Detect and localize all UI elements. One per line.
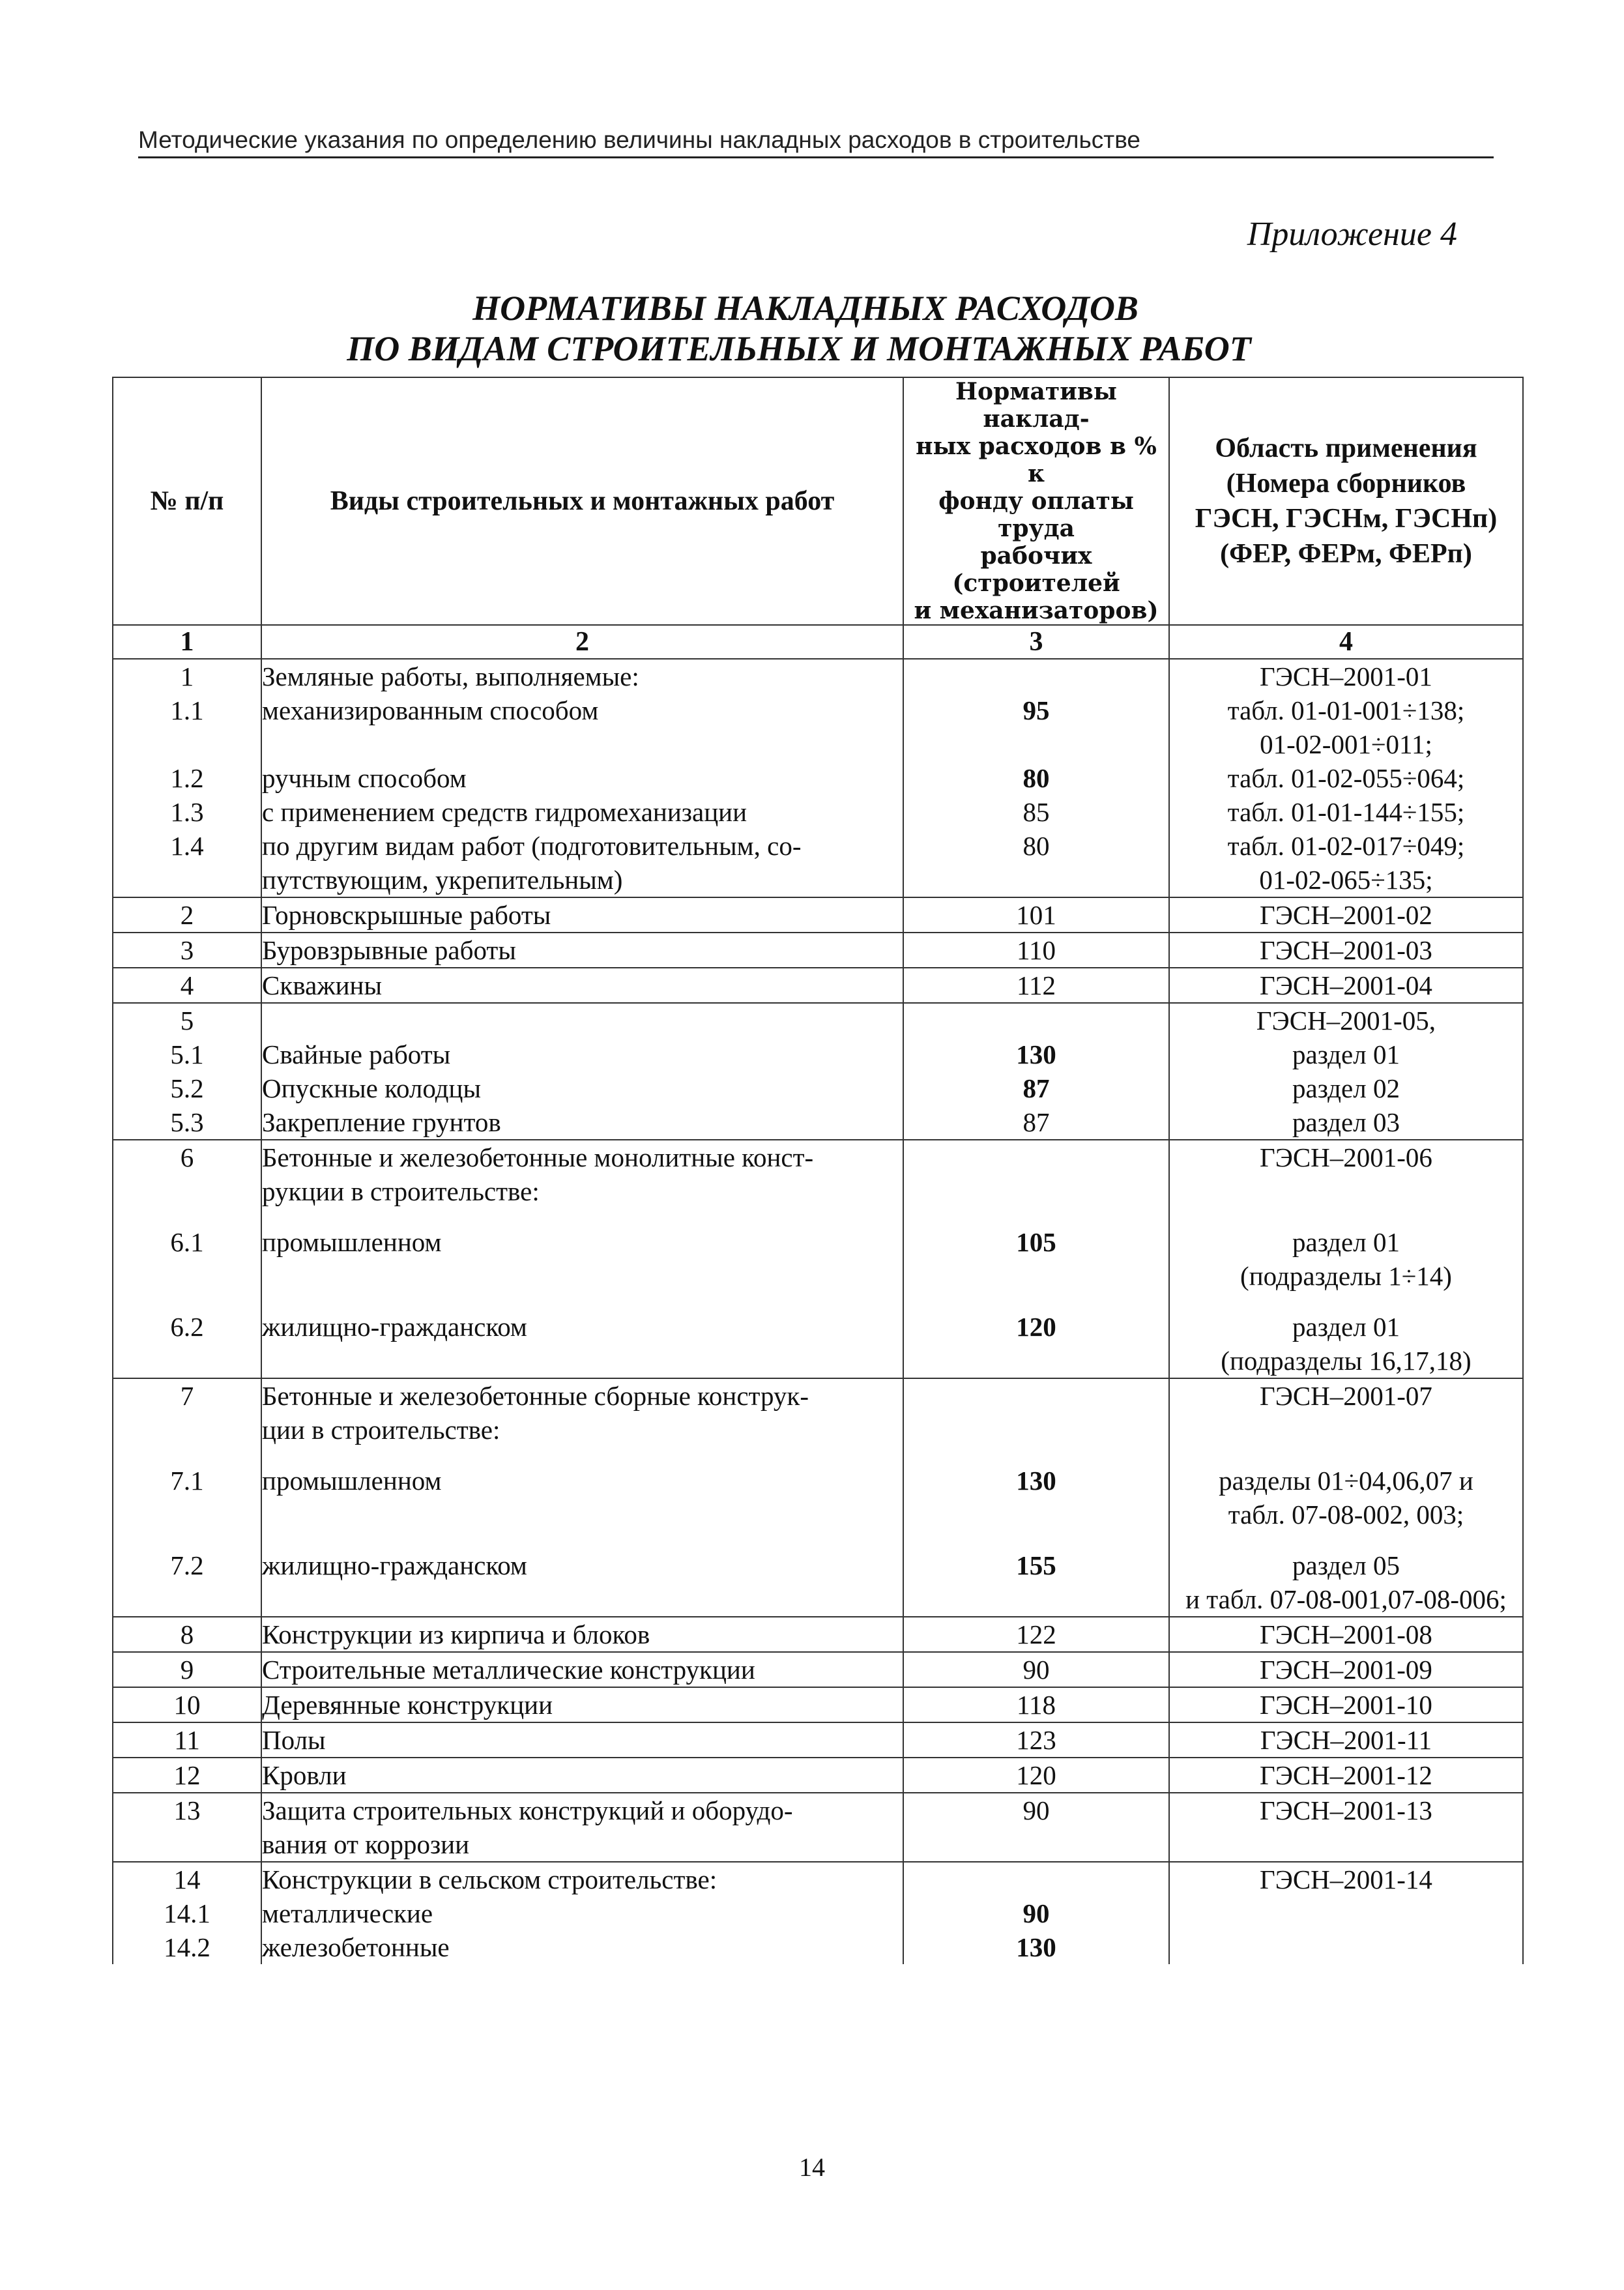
work-type: промышленном: [262, 1466, 442, 1496]
application-scope: [1170, 1413, 1522, 1447]
table-row: [113, 1793, 1523, 1862]
row-number: 10: [173, 1690, 201, 1720]
work-type: [262, 1004, 903, 1037]
row-number: [113, 1582, 261, 1616]
row-number: 9: [180, 1655, 194, 1685]
overhead-rate: [904, 1174, 1168, 1208]
row-number: 14.2: [164, 1932, 210, 1962]
overhead-rate: [904, 1582, 1168, 1616]
row-number-cell: [113, 1758, 261, 1793]
overhead-rate: [904, 1379, 1168, 1413]
application-scope: раздел 02: [1292, 1073, 1400, 1103]
work-type: по другим видам работ (подготовительным, со-: [262, 831, 802, 861]
row-number: 4: [180, 970, 194, 1000]
overhead-rate: 122: [1016, 1619, 1056, 1649]
application-scope-cell: [1169, 1003, 1523, 1140]
overhead-rate: [904, 863, 1168, 897]
work-type-cell: [261, 1652, 903, 1687]
application-scope: раздел 03: [1292, 1107, 1400, 1137]
overhead-rate: 120: [1016, 1760, 1056, 1790]
scope-header-line: ГЭСН, ГЭСНм, ГЭСНп): [1195, 504, 1498, 534]
work-type: [262, 1259, 903, 1293]
overhead-rate: [904, 1413, 1168, 1447]
application-scope: табл. 01-02-017÷049;: [1227, 831, 1465, 861]
table-row: [113, 1652, 1523, 1687]
application-scope: [1170, 1896, 1522, 1930]
overhead-rate: 123: [1016, 1725, 1056, 1755]
work-type: Скважины: [262, 970, 383, 1000]
row-number: 14: [173, 1864, 201, 1894]
table-row: [113, 933, 1523, 968]
work-type: Буровзрывные работы: [262, 935, 516, 965]
row-number: 7.1: [170, 1466, 204, 1496]
work-type: вания от коррозии: [262, 1829, 470, 1859]
table-body: [113, 659, 1523, 1964]
overhead-rate: 130: [1016, 1039, 1056, 1069]
appendix-label: Приложение 4: [1247, 216, 1457, 253]
overhead-rate-cell: [903, 1140, 1169, 1378]
overhead-rate: 90: [1022, 1655, 1050, 1685]
rate-header-line: и механизаторов): [914, 597, 1159, 624]
application-scope-cell: [1169, 1378, 1523, 1617]
work-type: Земляные работы, выполняемые:: [262, 661, 639, 691]
work-type-cell: [261, 933, 903, 968]
work-type: механизированным способом: [262, 695, 599, 725]
work-type: Строительные металлические конструкции: [262, 1655, 755, 1685]
row-number: [113, 1827, 261, 1861]
application-scope: ГЭСН–2001-03: [1260, 935, 1432, 965]
application-scope: ГЭСН–2001-14: [1260, 1864, 1432, 1894]
row-number: 2: [180, 900, 194, 930]
overhead-rate: 110: [1017, 935, 1056, 965]
overhead-rate-cell: [903, 1378, 1169, 1617]
application-scope-cell: [1169, 1652, 1523, 1687]
overhead-rate: 130: [1016, 1932, 1056, 1962]
work-type: Бетонные и железобетонные монолитные конст-: [262, 1142, 814, 1172]
application-scope: (подразделы 16,17,18): [1221, 1346, 1472, 1376]
application-scope-cell: [1169, 1617, 1523, 1652]
row-number: 1.1: [170, 695, 204, 725]
column-header-rate: [903, 377, 1169, 625]
work-type-cell: [261, 1722, 903, 1758]
overhead-rate: 80: [1022, 763, 1050, 793]
column-header-scope: [1169, 377, 1523, 625]
row-number: [113, 1498, 261, 1531]
row-number-cell: [113, 1003, 261, 1140]
work-type: железобетонные: [262, 1932, 450, 1962]
application-scope-cell: [1169, 1687, 1523, 1722]
overhead-rate: [904, 1827, 1168, 1861]
application-scope: ГЭСН–2001-13: [1260, 1795, 1432, 1825]
application-scope: раздел 01: [1292, 1227, 1400, 1257]
work-type: Свайные работы: [262, 1039, 451, 1069]
row-number-cell: [113, 1140, 261, 1378]
column-number: 4: [1169, 625, 1523, 659]
row-number-cell: [113, 933, 261, 968]
page-title-line-1: НОРМАТИВЫ НАКЛАДНЫХ РАСХОДОВ: [472, 289, 1138, 328]
overhead-rate-cell: [903, 1793, 1169, 1862]
overhead-rate-cell: [903, 1862, 1169, 1964]
work-type-cell: [261, 1617, 903, 1652]
page-number: 14: [799, 2152, 825, 2182]
application-scope: табл. 07-08-002, 003;: [1228, 1500, 1464, 1529]
row-number: 7.2: [170, 1550, 204, 1580]
overhead-rate-cell: [903, 1722, 1169, 1758]
overhead-rate-cell: [903, 968, 1169, 1003]
overhead-rate: [904, 1498, 1168, 1531]
table-row: [113, 1617, 1523, 1652]
application-scope: ГЭСН–2001-10: [1260, 1690, 1432, 1720]
overhead-rate-cell: [903, 1758, 1169, 1793]
application-scope-cell: [1169, 1793, 1523, 1862]
table-row: [113, 1140, 1523, 1378]
application-scope-cell: [1169, 659, 1523, 897]
scope-header-line: (ФЕР, ФЕРм, ФЕРп): [1220, 539, 1472, 569]
table-row: [113, 1687, 1523, 1722]
row-number: 3: [180, 935, 194, 965]
overhead-rate-cell: [903, 659, 1169, 897]
row-number-cell: [113, 1793, 261, 1862]
work-type: Бетонные и железобетонные сборные конструк-: [262, 1381, 809, 1411]
overhead-rate-cell: [903, 1687, 1169, 1722]
application-scope-cell: [1169, 1862, 1523, 1964]
scope-header-line: Область применения: [1215, 433, 1477, 463]
work-type: Полы: [262, 1725, 326, 1755]
work-type: промышленном: [262, 1227, 442, 1257]
overhead-rate: [904, 1259, 1168, 1293]
table-row: [113, 968, 1523, 1003]
overhead-rate: 130: [1016, 1466, 1056, 1496]
application-scope: (подразделы 1÷14): [1240, 1261, 1452, 1291]
table-row: [113, 1758, 1523, 1793]
row-number: 5.2: [170, 1073, 204, 1103]
work-type-cell: [261, 1687, 903, 1722]
application-scope: ГЭСН–2001-08: [1260, 1619, 1432, 1649]
application-scope: разделы 01÷04,06,07 и: [1219, 1466, 1473, 1496]
column-header-work: Виды строительных и монтажных работ: [261, 377, 903, 625]
work-type: [262, 727, 903, 761]
row-number: [113, 1174, 261, 1208]
overhead-rate: [904, 659, 1168, 693]
application-scope-cell: [1169, 968, 1523, 1003]
table-row: [113, 1378, 1523, 1617]
table-row: [113, 1722, 1523, 1758]
row-number: 1.2: [170, 763, 204, 793]
work-type: [262, 1582, 903, 1616]
overhead-rate: [904, 1004, 1168, 1037]
overhead-rate: 90: [1022, 1898, 1050, 1928]
overhead-rate: [904, 1140, 1168, 1174]
column-number: 2: [261, 625, 903, 659]
application-scope: ГЭСН–2001-02: [1260, 900, 1432, 930]
work-type-cell: [261, 968, 903, 1003]
overhead-rate-cell: [903, 1652, 1169, 1687]
application-scope: ГЭСН–2001-05,: [1256, 1006, 1436, 1036]
work-type: Защита строительных конструкций и оборудо-: [262, 1795, 793, 1825]
row-number-cell: [113, 1617, 261, 1652]
application-scope: раздел 05: [1292, 1550, 1400, 1580]
work-type: жилищно-гражданском: [262, 1550, 527, 1580]
application-scope: раздел 01: [1292, 1312, 1400, 1342]
table-row: [113, 1862, 1523, 1964]
overhead-rate: 101: [1016, 900, 1056, 930]
header-rule: [138, 156, 1494, 158]
row-number: [113, 1259, 261, 1293]
application-scope-cell: [1169, 1140, 1523, 1378]
work-type: путствующим, укрепительным): [262, 865, 623, 895]
overhead-rate-cell: [903, 1003, 1169, 1140]
work-type: [262, 1344, 903, 1378]
column-number: 1: [113, 625, 261, 659]
application-scope: табл. 01-02-055÷064;: [1227, 763, 1465, 793]
row-number: [113, 1413, 261, 1447]
application-scope: табл. 01-01-144÷155;: [1227, 797, 1465, 827]
row-number: 11: [174, 1725, 200, 1755]
work-type-cell: [261, 1003, 903, 1140]
rate-header-line: Нормативы наклад-: [955, 378, 1117, 433]
application-scope: ГЭСН–2001-07: [1260, 1381, 1432, 1411]
work-type: Конструкции из кирпича и блоков: [262, 1619, 650, 1649]
application-scope: раздел 01: [1292, 1039, 1400, 1069]
overhead-rate: 120: [1016, 1312, 1056, 1342]
work-type: рукции в строительстве:: [262, 1176, 540, 1206]
table-row: [113, 897, 1523, 933]
overhead-rate: [904, 727, 1168, 761]
application-scope-cell: [1169, 933, 1523, 968]
application-scope: [1170, 1827, 1522, 1861]
norms-table: [112, 377, 1524, 1964]
overhead-rate-cell: [903, 897, 1169, 933]
rate-header-line: ных расходов в % к: [916, 433, 1157, 487]
overhead-rate-cell: [903, 933, 1169, 968]
work-type: [262, 1498, 903, 1531]
row-number: 6.2: [170, 1312, 204, 1342]
row-number: 5.3: [170, 1107, 204, 1137]
row-number: 6: [180, 1142, 194, 1172]
row-number-cell: [113, 659, 261, 897]
page-title-line-2: ПО ВИДАМ СТРОИТЕЛЬНЫХ И МОНТАЖНЫХ РАБОТ: [347, 329, 1251, 368]
row-number: 12: [173, 1760, 201, 1790]
work-type: Закрепление грунтов: [262, 1107, 501, 1137]
row-number: [113, 727, 261, 761]
work-type-cell: [261, 1793, 903, 1862]
work-type-cell: [261, 1758, 903, 1793]
row-number: 1.4: [170, 831, 204, 861]
row-number-cell: [113, 1378, 261, 1617]
row-number: [113, 1344, 261, 1378]
application-scope: ГЭСН–2001-04: [1260, 970, 1432, 1000]
row-number: 13: [173, 1795, 201, 1825]
work-type-cell: [261, 1140, 903, 1378]
work-type: Горновскрышные работы: [262, 900, 551, 930]
work-type: Опускные колодцы: [262, 1073, 482, 1103]
work-type: Кровли: [262, 1760, 347, 1790]
rate-header-line: фонду оплаты труда: [938, 487, 1134, 542]
application-scope: табл. 01-01-001÷138;: [1227, 695, 1465, 725]
overhead-rate: 105: [1016, 1227, 1056, 1257]
work-type: ручным способом: [262, 763, 467, 793]
work-type: Деревянные конструкции: [262, 1690, 553, 1720]
application-scope: ГЭСН–2001-11: [1260, 1725, 1432, 1755]
application-scope: и табл. 07-08-001,07-08-006;: [1185, 1584, 1507, 1614]
scope-header-line: (Номера сборников: [1226, 469, 1466, 499]
running-header: Методические указания по определению величины накладных расходов в строительстве: [138, 126, 1141, 153]
overhead-rate: 85: [1022, 797, 1050, 827]
column-header-num: № п/п: [113, 377, 261, 625]
table-row: [113, 1003, 1523, 1140]
row-number-cell: [113, 1687, 261, 1722]
row-number: 5: [180, 1006, 194, 1036]
row-number: 1: [180, 661, 194, 691]
row-number: 5.1: [170, 1039, 204, 1069]
work-type-cell: [261, 1862, 903, 1964]
row-number: 1.3: [170, 797, 204, 827]
overhead-rate-cell: [903, 1617, 1169, 1652]
row-number: 14.1: [164, 1898, 210, 1928]
application-scope: 01-02-065÷135;: [1259, 865, 1433, 895]
row-number-cell: [113, 1722, 261, 1758]
row-number-cell: [113, 1862, 261, 1964]
overhead-rate: 80: [1022, 831, 1050, 861]
row-number: 8: [180, 1619, 194, 1649]
application-scope: 01-02-001÷011;: [1260, 729, 1432, 759]
work-type: с применением средств гидромеханизации: [262, 797, 747, 827]
overhead-rate: [904, 1344, 1168, 1378]
work-type-cell: [261, 897, 903, 933]
row-number-cell: [113, 897, 261, 933]
work-type-cell: [261, 1378, 903, 1617]
row-number-cell: [113, 1652, 261, 1687]
overhead-rate: 87: [1022, 1107, 1050, 1137]
overhead-rate: [904, 1862, 1168, 1896]
overhead-rate: 112: [1017, 970, 1056, 1000]
application-scope: [1170, 1174, 1522, 1208]
application-scope: [1170, 1930, 1522, 1964]
column-number-row: [113, 625, 1523, 659]
application-scope: ГЭСН–2001-12: [1260, 1760, 1432, 1790]
application-scope-cell: [1169, 897, 1523, 933]
work-type: Конструкции в сельском строительстве:: [262, 1864, 718, 1894]
overhead-rate: 87: [1022, 1073, 1050, 1103]
column-number: 3: [903, 625, 1169, 659]
table-row: [113, 659, 1523, 897]
work-type: жилищно-гражданском: [262, 1312, 527, 1342]
work-type: ции в строительстве:: [262, 1415, 500, 1445]
application-scope: ГЭСН–2001-01: [1260, 661, 1432, 691]
rate-header-line: рабочих (строителей: [952, 542, 1120, 597]
row-number-cell: [113, 968, 261, 1003]
overhead-rate: 155: [1016, 1550, 1056, 1580]
work-type: металлические: [262, 1898, 433, 1928]
overhead-rate: 90: [1022, 1795, 1050, 1825]
application-scope-cell: [1169, 1722, 1523, 1758]
overhead-rate: 118: [1017, 1690, 1056, 1720]
application-scope-cell: [1169, 1758, 1523, 1793]
row-number: [113, 863, 261, 897]
application-scope: ГЭСН–2001-09: [1260, 1655, 1432, 1685]
row-number: 6.1: [170, 1227, 204, 1257]
row-number: 7: [180, 1381, 194, 1411]
application-scope: ГЭСН–2001-06: [1260, 1142, 1432, 1172]
work-type-cell: [261, 659, 903, 897]
overhead-rate: 95: [1022, 695, 1050, 725]
table-header-row: [113, 377, 1523, 625]
